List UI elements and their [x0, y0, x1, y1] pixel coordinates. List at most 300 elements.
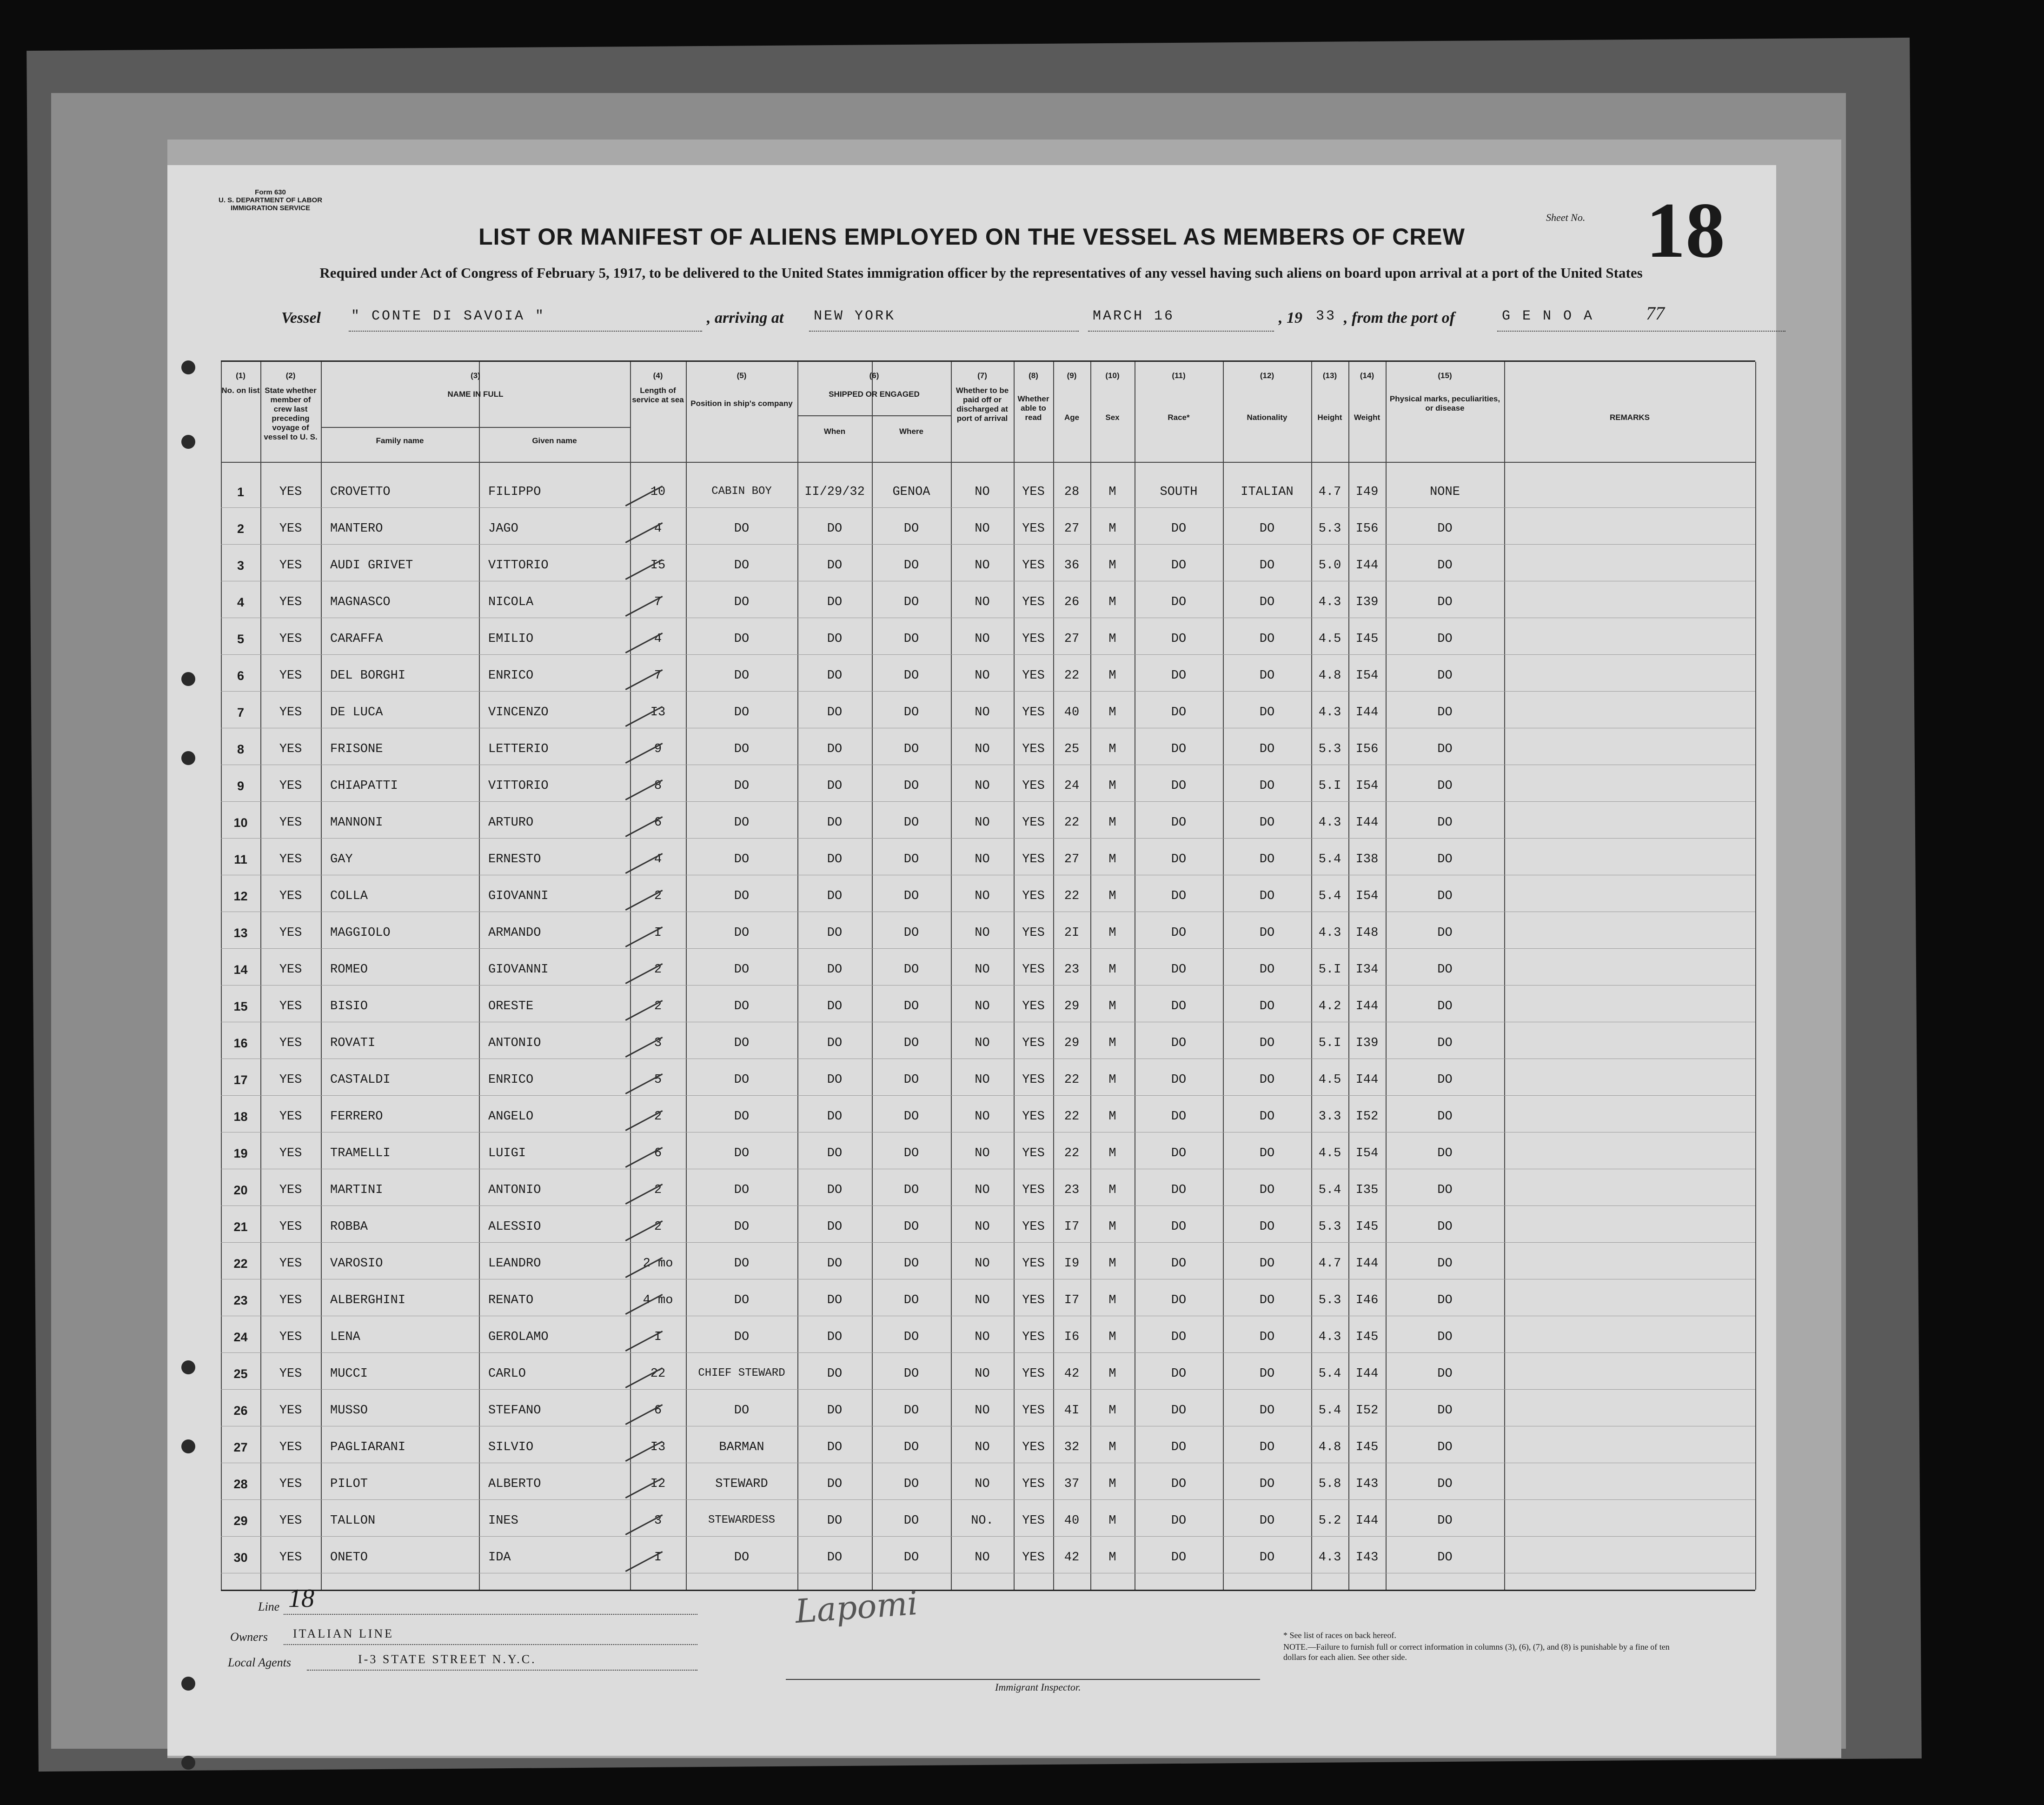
nationality-cell: DO: [1259, 1183, 1275, 1197]
given-name-cell: CARLO: [488, 1367, 526, 1381]
weight-cell: I54: [1355, 669, 1379, 683]
height-cell: 5.3: [1318, 522, 1341, 536]
age-cell: 29: [1064, 1036, 1080, 1050]
height-cell: 5.4: [1318, 1183, 1341, 1197]
form-service: IMMIGRATION SERVICE: [230, 204, 311, 212]
inspector-underline: [786, 1679, 1260, 1680]
nationality-cell: DO: [1259, 1146, 1275, 1160]
physical-marks-cell: DO: [1437, 1330, 1453, 1344]
able-to-read-cell: YES: [1022, 1146, 1045, 1160]
binder-hole-icon: [181, 1439, 195, 1453]
nationality-cell: DO: [1259, 1367, 1275, 1381]
position-cell: DO: [734, 1404, 750, 1418]
col14-header: (14) Weight: [1354, 371, 1380, 422]
sex-cell: M: [1108, 1477, 1116, 1491]
service-length-cell: 4: [654, 632, 662, 646]
race-cell: DO: [1171, 1551, 1187, 1565]
sex-cell: M: [1108, 1110, 1116, 1124]
sex-cell: M: [1108, 595, 1116, 609]
shipped-where-cell: DO: [903, 1293, 919, 1307]
service-length-cell: 2 mo: [643, 1257, 673, 1271]
shipped-where-cell: DO: [903, 1110, 919, 1124]
family-name-cell: FRISONE: [330, 742, 383, 756]
shipped-where-cell: DO: [903, 669, 919, 683]
position-cell: DO: [734, 999, 750, 1013]
position-cell: DO: [734, 742, 750, 756]
height-cell: 4.3: [1318, 1330, 1341, 1344]
race-cell: DO: [1171, 522, 1187, 536]
given-name-cell: GIOVANNI: [488, 963, 549, 977]
sex-cell: M: [1108, 1293, 1116, 1307]
prior-voyage-cell: YES: [279, 889, 302, 903]
weight-cell: I54: [1355, 1146, 1379, 1160]
weight-cell: I35: [1355, 1183, 1379, 1197]
weight-cell: I44: [1355, 1073, 1379, 1087]
paid-off-cell: NO: [975, 779, 990, 793]
service-length-cell: 6: [654, 816, 662, 830]
physical-marks-cell: DO: [1437, 1257, 1453, 1271]
paid-off-cell: NO: [975, 1477, 990, 1491]
departure-port-line: [1497, 331, 1785, 332]
sex-cell: M: [1108, 706, 1116, 719]
col-border: [1755, 362, 1756, 1590]
race-cell: DO: [1171, 816, 1187, 830]
position-cell: DO: [734, 963, 750, 977]
height-cell: 5.3: [1318, 1220, 1341, 1234]
shipped-when-cell: DO: [827, 963, 843, 977]
family-name-cell: TRAMELLI: [330, 1146, 391, 1160]
service-length-cell: 5: [654, 1073, 662, 1087]
race-cell: DO: [1171, 595, 1187, 609]
weight-cell: I39: [1355, 1036, 1379, 1050]
agents-underline: [307, 1670, 697, 1671]
weight-cell: I44: [1355, 1514, 1379, 1528]
shipped-where-cell: DO: [903, 1257, 919, 1271]
height-cell: 5.2: [1318, 1514, 1341, 1528]
able-to-read-cell: YES: [1022, 1036, 1045, 1050]
shipped-when-cell: DO: [827, 926, 843, 940]
able-to-read-cell: YES: [1022, 522, 1045, 536]
prior-voyage-cell: YES: [279, 1036, 302, 1050]
shipped-when-cell: DO: [827, 853, 843, 866]
paid-off-cell: NO: [975, 595, 990, 609]
able-to-read-cell: YES: [1022, 1110, 1045, 1124]
shipped-header-divider: [797, 415, 951, 416]
shipped-where-cell: DO: [903, 706, 919, 719]
arrival-year: 33: [1316, 308, 1337, 324]
weight-cell: I54: [1355, 779, 1379, 793]
document-subtitle: Required under Act of Congress of February 5, 1917, to be delivered to the United States immigration officer by the representatives of any vessel having such aliens on board upon arrival at a port of the United States: [319, 265, 1643, 281]
nationality-cell: DO: [1259, 1036, 1275, 1050]
physical-marks-cell: DO: [1437, 1551, 1453, 1565]
able-to-read-cell: YES: [1022, 1330, 1045, 1344]
vessel-name: " CONTE DI SAVOIA ": [351, 308, 546, 324]
able-to-read-cell: YES: [1022, 926, 1045, 940]
prior-voyage-cell: YES: [279, 853, 302, 866]
physical-marks-cell: DO: [1437, 963, 1453, 977]
given-name-cell: INES: [488, 1514, 518, 1528]
able-to-read-cell: YES: [1022, 779, 1045, 793]
shipped-where-cell: DO: [903, 963, 919, 977]
weight-cell: I44: [1355, 706, 1379, 719]
physical-marks-cell: DO: [1437, 816, 1453, 830]
sex-cell: M: [1108, 1220, 1116, 1234]
height-cell: 4.5: [1318, 1146, 1341, 1160]
col-border: [479, 362, 480, 1590]
row-number: 26: [233, 1404, 248, 1418]
weight-cell: I45: [1355, 632, 1379, 646]
row-number: 17: [233, 1073, 248, 1087]
age-cell: 26: [1064, 595, 1080, 609]
given-name-cell: GIOVANNI: [488, 889, 549, 903]
weight-cell: I44: [1355, 816, 1379, 830]
race-cell: DO: [1171, 1257, 1187, 1271]
given-name-cell: JAGO: [488, 522, 518, 536]
physical-marks-cell: DO: [1437, 1036, 1453, 1050]
height-cell: 5.0: [1318, 559, 1341, 573]
position-cell: DO: [734, 1110, 750, 1124]
able-to-read-cell: YES: [1022, 1220, 1045, 1234]
sex-cell: M: [1108, 926, 1116, 940]
age-cell: 22: [1064, 889, 1080, 903]
age-cell: 4I: [1064, 1404, 1080, 1418]
row-number: 14: [233, 963, 248, 977]
shipped-where-cell: DO: [903, 1477, 919, 1491]
service-length-cell: 2: [654, 999, 662, 1013]
weight-cell: I38: [1355, 853, 1379, 866]
physical-marks-cell: DO: [1437, 632, 1453, 646]
height-cell: 4.3: [1318, 1551, 1341, 1565]
weight-cell: I34: [1355, 963, 1379, 977]
race-cell: DO: [1171, 559, 1187, 573]
given-name-header: Given name: [532, 436, 577, 445]
given-name-cell: LEANDRO: [488, 1257, 541, 1271]
nationality-cell: DO: [1259, 669, 1275, 683]
shipped-where-cell: DO: [903, 1367, 919, 1381]
family-name-cell: ROVATI: [330, 1036, 376, 1050]
age-cell: 42: [1064, 1551, 1080, 1565]
able-to-read-cell: YES: [1022, 889, 1045, 903]
col9-header: (9) Age: [1064, 371, 1080, 422]
nationality-cell: DO: [1259, 595, 1275, 609]
shipped-when-cell: II/29/32: [804, 485, 865, 499]
shipped-when-cell: DO: [827, 1257, 843, 1271]
weight-cell: I43: [1355, 1551, 1379, 1565]
nationality-cell: DO: [1259, 1293, 1275, 1307]
weight-cell: I44: [1355, 999, 1379, 1013]
race-cell: DO: [1171, 853, 1187, 866]
age-cell: 22: [1064, 669, 1080, 683]
given-name-cell: LUIGI: [488, 1146, 526, 1160]
when-header: When: [823, 427, 846, 436]
row-rule: [221, 1242, 1755, 1243]
row-number: 15: [233, 999, 248, 1013]
race-cell: DO: [1171, 1330, 1187, 1344]
able-to-read-cell: YES: [1022, 1183, 1045, 1197]
service-length-cell: 22: [650, 1367, 666, 1381]
row-number: 13: [233, 926, 248, 940]
nationality-cell: DO: [1259, 1220, 1275, 1234]
physical-marks-cell: DO: [1437, 1183, 1453, 1197]
row-rule: [221, 801, 1755, 802]
shipped-where-cell: DO: [903, 1146, 919, 1160]
prior-voyage-cell: YES: [279, 1514, 302, 1528]
height-cell: 5.4: [1318, 853, 1341, 866]
age-cell: 22: [1064, 816, 1080, 830]
physical-marks-cell: DO: [1437, 595, 1453, 609]
prior-voyage-cell: YES: [279, 779, 302, 793]
height-cell: 4.7: [1318, 1257, 1341, 1271]
race-cell: SOUTH: [1160, 485, 1198, 499]
age-cell: 42: [1064, 1367, 1080, 1381]
sex-cell: M: [1108, 889, 1116, 903]
remarks-header: REMARKS: [1610, 413, 1650, 422]
position-cell: DO: [734, 1330, 750, 1344]
owners-underline: [284, 1644, 697, 1645]
weight-cell: I56: [1355, 742, 1379, 756]
family-name-cell: ROMEO: [330, 963, 368, 977]
sex-cell: M: [1108, 632, 1116, 646]
sex-cell: M: [1108, 742, 1116, 756]
weight-cell: I44: [1355, 559, 1379, 573]
able-to-read-cell: YES: [1022, 1404, 1045, 1418]
position-cell: DO: [734, 1293, 750, 1307]
family-name-cell: MANNONI: [330, 816, 383, 830]
row-number: 2: [237, 522, 245, 536]
family-name-header: Family name: [376, 436, 424, 445]
shipped-when-cell: DO: [827, 1367, 843, 1381]
row-number: 28: [233, 1477, 248, 1491]
position-cell: CHIEF STEWARD: [698, 1367, 785, 1379]
sex-cell: M: [1108, 1257, 1116, 1271]
prior-voyage-cell: YES: [279, 559, 302, 573]
arrival-date-line: [1088, 331, 1274, 332]
race-cell: DO: [1171, 1073, 1187, 1087]
shipped-where-cell: DO: [903, 779, 919, 793]
row-number: 10: [233, 816, 248, 830]
shipped-when-cell: DO: [827, 559, 843, 573]
able-to-read-cell: YES: [1022, 632, 1045, 646]
able-to-read-cell: YES: [1022, 706, 1045, 719]
physical-marks-cell: DO: [1437, 1440, 1453, 1454]
arrival-date: MARCH 16: [1093, 308, 1175, 324]
able-to-read-cell: YES: [1022, 1257, 1045, 1271]
given-name-cell: LETTERIO: [488, 742, 549, 756]
service-length-cell: 10: [650, 485, 666, 499]
binder-hole-icon: [181, 672, 195, 686]
given-name-cell: IDA: [488, 1551, 511, 1565]
family-name-cell: ROBBA: [330, 1220, 368, 1234]
prior-voyage-cell: YES: [279, 1477, 302, 1491]
sex-cell: M: [1108, 999, 1116, 1013]
race-cell: DO: [1171, 926, 1187, 940]
paid-off-cell: NO: [975, 963, 990, 977]
paid-off-cell: NO: [975, 1073, 990, 1087]
sheet-number: 18: [1646, 186, 1725, 274]
sex-cell: M: [1108, 485, 1116, 499]
shipped-where-cell: DO: [903, 1514, 919, 1528]
prior-voyage-cell: YES: [279, 1293, 302, 1307]
given-name-cell: ALESSIO: [488, 1220, 541, 1234]
row-number: 7: [237, 706, 245, 719]
family-name-cell: ALBERGHINI: [330, 1293, 406, 1307]
able-to-read-cell: YES: [1022, 1551, 1045, 1565]
height-cell: 3.3: [1318, 1110, 1341, 1124]
nationality-cell: DO: [1259, 1514, 1275, 1528]
family-name-cell: COLLA: [330, 889, 368, 903]
vessel-name-line: [349, 331, 702, 332]
age-cell: I7: [1064, 1220, 1080, 1234]
position-cell: DO: [734, 1551, 750, 1565]
family-name-cell: BISIO: [330, 999, 368, 1013]
service-length-cell: 4: [654, 522, 662, 536]
height-cell: 4.3: [1318, 706, 1341, 719]
physical-marks-cell: DO: [1437, 999, 1453, 1013]
age-cell: 29: [1064, 999, 1080, 1013]
family-name-cell: CHIAPATTI: [330, 779, 398, 793]
row-number: 19: [233, 1146, 248, 1160]
paid-off-cell: NO: [975, 1220, 990, 1234]
prior-voyage-cell: YES: [279, 926, 302, 940]
row-rule: [221, 507, 1755, 508]
nationality-cell: DO: [1259, 1404, 1275, 1418]
col12-header: (12) Nationality: [1247, 371, 1287, 422]
family-name-cell: CROVETTO: [330, 485, 391, 499]
weight-cell: I49: [1355, 485, 1379, 499]
col2-header: (2) State whether member of crew last preceding voyage of vessel to U. S.: [264, 371, 318, 441]
nationality-cell: DO: [1259, 926, 1275, 940]
height-cell: 4.3: [1318, 816, 1341, 830]
nationality-cell: DO: [1259, 632, 1275, 646]
row-rule: [221, 544, 1755, 545]
col15-header: (15) Physical marks, peculiarities, or disease: [1389, 371, 1500, 413]
shipped-when-cell: DO: [827, 1036, 843, 1050]
age-cell: 28: [1064, 485, 1080, 499]
paid-off-cell: NO: [975, 1330, 990, 1344]
nationality-cell: DO: [1259, 1110, 1275, 1124]
height-cell: 4.7: [1318, 485, 1341, 499]
binder-hole-icon: [181, 1677, 195, 1691]
col5-header: (5) Position in ship's company: [690, 371, 793, 408]
age-cell: 27: [1064, 522, 1080, 536]
paid-off-cell: NO: [975, 853, 990, 866]
race-cell: DO: [1171, 632, 1187, 646]
paid-off-cell: NO.: [971, 1514, 994, 1528]
prior-voyage-cell: YES: [279, 742, 302, 756]
row-number: 20: [233, 1183, 248, 1197]
sex-cell: M: [1108, 1073, 1116, 1087]
paid-off-cell: NO: [975, 632, 990, 646]
age-cell: I9: [1064, 1257, 1080, 1271]
col10-header: (10) Sex: [1105, 371, 1120, 422]
shipped-where-cell: DO: [903, 1183, 919, 1197]
shipped-where-cell: DO: [903, 999, 919, 1013]
shipped-where-cell: DO: [903, 853, 919, 866]
service-length-cell: I: [654, 1330, 662, 1344]
sex-cell: M: [1108, 816, 1116, 830]
prior-voyage-cell: YES: [279, 1073, 302, 1087]
row-number: 8: [237, 742, 245, 756]
col-border: [321, 362, 322, 1590]
physical-marks-cell: DO: [1437, 706, 1453, 719]
shipped-when-cell: DO: [827, 632, 843, 646]
row-rule: [221, 1095, 1755, 1096]
physical-marks-cell: DO: [1437, 926, 1453, 940]
given-name-cell: ARMANDO: [488, 926, 541, 940]
age-cell: 22: [1064, 1110, 1080, 1124]
age-cell: 22: [1064, 1146, 1080, 1160]
prior-voyage-cell: YES: [279, 999, 302, 1013]
position-cell: DO: [734, 559, 750, 573]
paid-off-cell: NO: [975, 1551, 990, 1565]
row-number: 1: [237, 485, 245, 499]
row-number: 12: [233, 889, 248, 903]
nationality-cell: DO: [1259, 963, 1275, 977]
given-name-cell: ERNESTO: [488, 853, 541, 866]
weight-cell: I48: [1355, 926, 1379, 940]
service-length-cell: I2: [650, 1477, 666, 1491]
service-length-cell: 2: [654, 1220, 662, 1234]
row-number: 18: [233, 1110, 248, 1124]
shipped-where-cell: DO: [903, 816, 919, 830]
position-cell: DO: [734, 1220, 750, 1234]
family-name-cell: CASTALDI: [330, 1073, 391, 1087]
row-number: 22: [233, 1257, 248, 1271]
shipped-where-cell: DO: [903, 1440, 919, 1454]
physical-marks-cell: DO: [1437, 1514, 1453, 1528]
from-label: , from the port of: [1344, 309, 1455, 326]
row-rule: [221, 1389, 1755, 1390]
paid-off-cell: NO: [975, 485, 990, 499]
nationality-cell: DO: [1259, 1477, 1275, 1491]
year-prefix: , 19: [1279, 309, 1302, 326]
shipped-when-cell: DO: [827, 1514, 843, 1528]
able-to-read-cell: YES: [1022, 485, 1045, 499]
race-cell: DO: [1171, 742, 1187, 756]
shipped-where-cell: DO: [903, 522, 919, 536]
service-length-cell: 2: [654, 1183, 662, 1197]
row-number: 16: [233, 1036, 248, 1050]
position-cell: STEWARD: [715, 1477, 768, 1491]
given-name-cell: ENRICO: [488, 669, 534, 683]
shipped-where-cell: DO: [903, 742, 919, 756]
physical-marks-cell: DO: [1437, 742, 1453, 756]
shipped-when-cell: DO: [827, 1477, 843, 1491]
row-number: 21: [233, 1220, 248, 1234]
shipped-when-cell: DO: [827, 1293, 843, 1307]
shipped-where-cell: DO: [903, 889, 919, 903]
arrival-port-line: [809, 331, 1079, 332]
family-name-cell: DE LUCA: [330, 706, 383, 719]
row-rule: [221, 654, 1755, 655]
service-length-cell: I: [654, 1551, 662, 1565]
weight-cell: I52: [1355, 1404, 1379, 1418]
prior-voyage-cell: YES: [279, 595, 302, 609]
shipped-when-cell: DO: [827, 742, 843, 756]
prior-voyage-cell: YES: [279, 485, 302, 499]
physical-marks-cell: DO: [1437, 1073, 1453, 1087]
age-cell: 27: [1064, 853, 1080, 866]
prior-voyage-cell: YES: [279, 669, 302, 683]
sex-cell: M: [1108, 1404, 1116, 1418]
paid-off-cell: NO: [975, 816, 990, 830]
prior-voyage-cell: YES: [279, 1183, 302, 1197]
race-cell: DO: [1171, 706, 1187, 719]
prior-voyage-cell: YES: [279, 1220, 302, 1234]
service-length-cell: 7: [654, 669, 662, 683]
physical-marks-cell: DO: [1437, 1146, 1453, 1160]
row-rule: [221, 1499, 1755, 1500]
